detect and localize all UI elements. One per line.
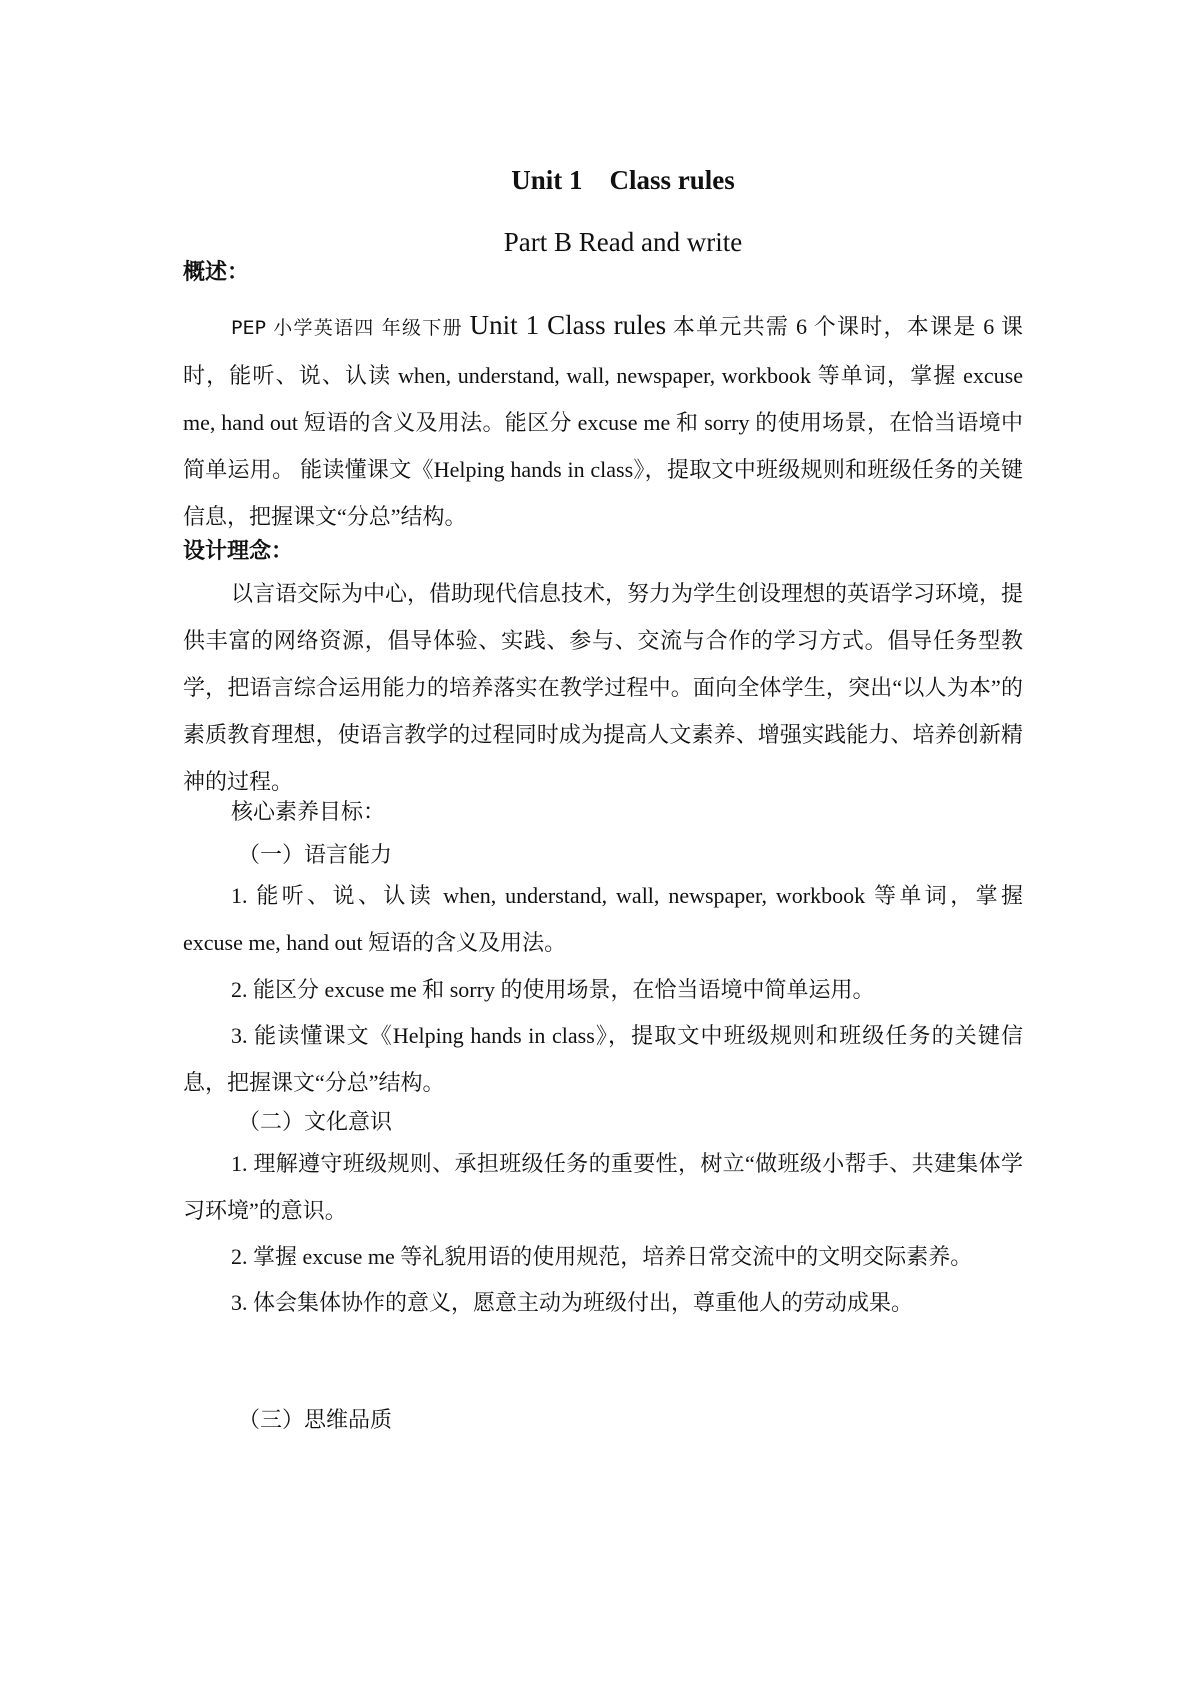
overview-paragraph [183,302,1023,540]
language-item-2: 2. 能区分 excuse me 和 sorry 的使用场景，在恰当语境中简单运用。 [231,977,875,1002]
culture-item-3: 3. 体会集体协作的意义，愿意主动为班级付出，尊重他人的劳动成果。 [231,1290,914,1315]
culture-item-2: 2. 掌握 excuse me 等礼貌用语的使用规范，培养日常交流中的文明交际素养。 [231,1244,973,1269]
design-paragraph: 以言语交际为中心，借助现代信息技术，努力为学生创设理想的英语学习环境，提供丰富的网络资源，倡导体验、实践、参与、交流与合作的学习方式。倡导任务型教学，把语言综合运用能力的培养落实在教学过程中。面向全体学生，突出“以人为本”的素质教育理想，使语言教学的过程同时成为提高人文素养、增强实践能力、培养创新精神的过程。 [183,581,1024,794]
design-heading: 设计理念： [183,539,294,564]
overview-heading: 概述： [183,260,250,285]
language-item-3: 3. 能读懂课文《Helping hands in class》，提取文中班级规则和班级任务的关键信息，把握课文“分总”结构。 [183,1023,1023,1095]
culture-heading: （二）文化意识 [238,1109,393,1134]
overview-text: 本单元共需 6 个课时，本课是 6 课时，能听、说、认读 when, understand, wall, newspaper, workbook 等单词，掌握 excuse me, hand out 短语的含义及用法。能区分 excuse me 和 sorry 的使用场景，在恰当语境中简单运用。 能读懂课文《Helping hands in class》，提取文中班级规则和班级任务的关键信息，把握课文“分总”结构。 [183,314,1024,529]
language-heading: （一）语言能力 [238,842,393,867]
goals-heading: 核心素养目标： [231,799,386,824]
language-item-1: 1. 能听、说、认读 when, understand, wall, newspaper, workbook 等单词，掌握 excuse me, hand out 短语的含义及用法。 [183,883,1023,955]
culture-item-1: 1. 理解遵守班级规则、承担班级任务的重要性，树立“做班级小帮手、共建集体学习环境”的意识。 [183,1151,1023,1223]
overview-lead: PEP 小学英语四 年级下册 [231,317,463,339]
document-subtitle: Part B Read and write [503,227,743,257]
overview-unit: Unit 1 Class rules [469,310,667,340]
document-title: Unit 1 Class rules [511,165,735,195]
thinking-heading: （三）思维品质 [238,1407,393,1432]
